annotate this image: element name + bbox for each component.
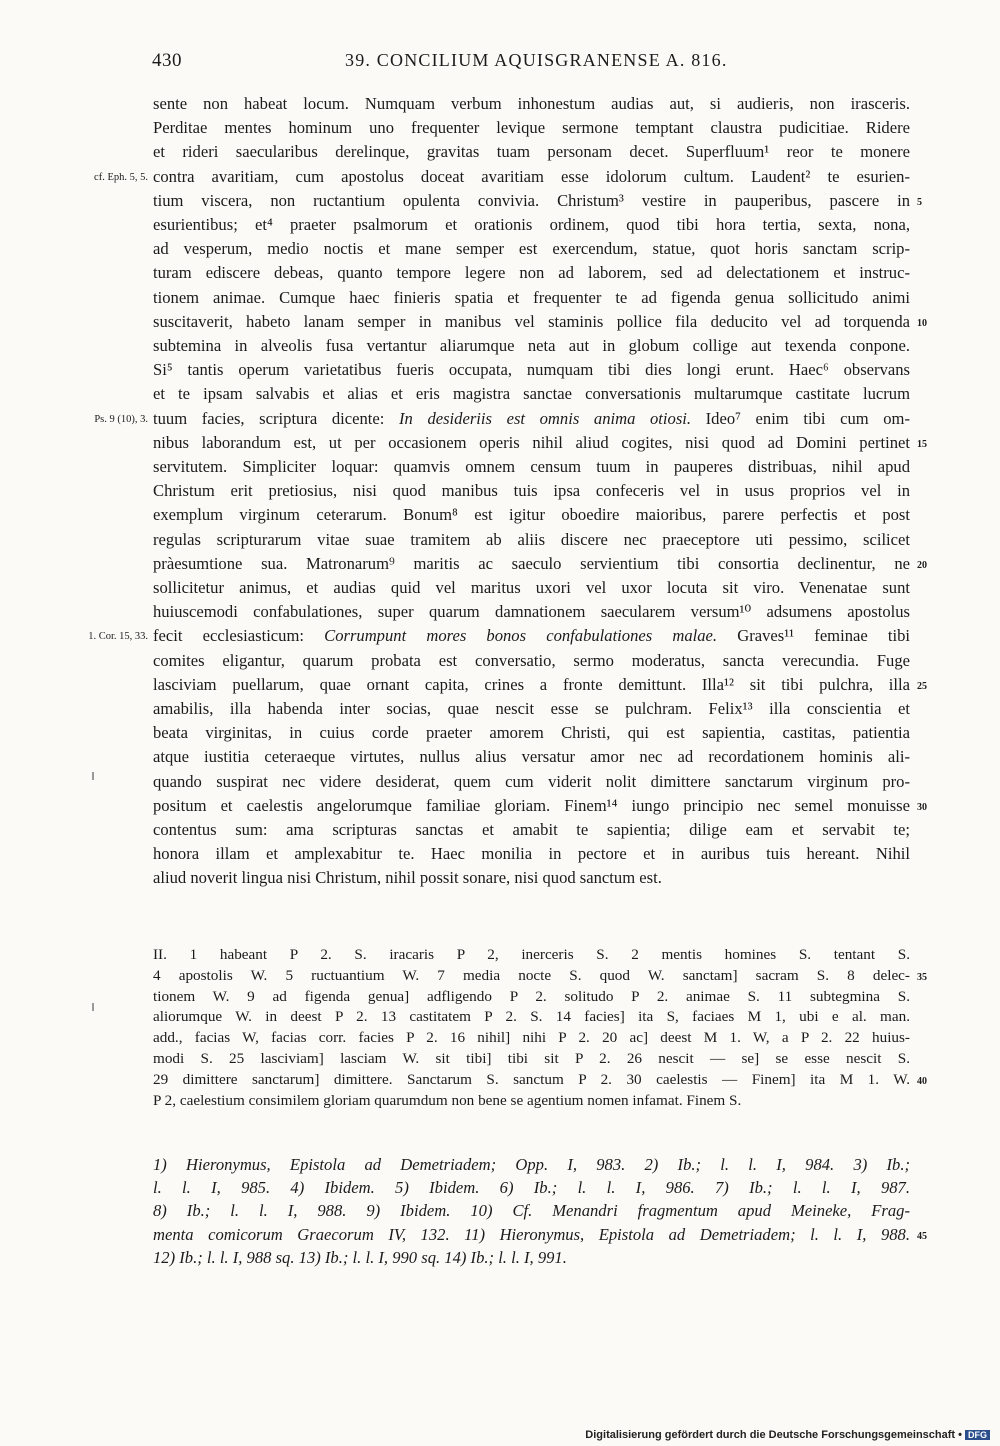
margin-reference: Ps. 9 (10), 3.: [94, 413, 148, 425]
margin-reference: 1. Cor. 15, 33.: [88, 631, 148, 643]
margin-tick: [92, 772, 94, 780]
text-line: esurientibus; et⁴ praeter psalmorum et orationis ordinem, quod tibi hora tertia, sexta, nona,: [153, 215, 910, 234]
running-head: 39. CONCILIUM AQUISGRANENSE A. 816.: [345, 50, 728, 70]
text-line: atque iustitia ceteraeque virtutes, nullus alius versatur amor nec ad recordationem hominis ali-: [153, 747, 910, 767]
text-line: huiuscemodi confabulationes, super quarum damnationem saecularem versum¹⁰ adsumens apostolus: [153, 602, 910, 622]
text-line: tuum facies, scriptura dicente: In desideriis est omnis anima otiosi. Ideo⁷ enim tibi cum om-: [153, 408, 910, 428]
margin-reference: cf. Eph. 5, 5.: [94, 171, 148, 183]
text-line: subtemina in alveolis fusa vertantur aliarumque neta aut in globum collige aut texenda conpone.: [153, 336, 910, 355]
text-line: 12) Ib.; l. l. I, 988 sq. 13) Ib.; l. l. I, 990 sq. 14) Ib.; l. l. I, 991.: [153, 1247, 567, 1267]
text-line: beata virginitas, in cuius corde praeter amorem Christi, qui est sapientia, castitas, patientia: [153, 723, 910, 743]
line-number: 20: [917, 559, 927, 571]
text-line: aliud noverit lingua nisi Christum, nihil possit sonare, nisi quod sanctum est.: [153, 868, 662, 888]
text-line: amabilis, illa habenda inter socias, quae nescit esse se pulchram. Felix¹³ illa conscientia et: [153, 699, 910, 718]
text-line: nibus laborandum est, ut per occasionem operis nihil aliud cogites, nisi quod ad Domini pertinet: [153, 432, 910, 452]
text-line: comites eligantur, quarum probata est conversatio, sermo moderatus, sancta verecundia. Fuge: [153, 650, 910, 670]
line-number: 40: [917, 1075, 927, 1087]
text-line: contra avaritiam, cum apostolus doceat avaritiam esse idolorum cultum. Laudent² te esurien-: [153, 166, 910, 186]
text-line: contentus sum: ama scripturas sanctas et amabit te sapientia; dilige eam et servabit te;: [153, 820, 910, 839]
line-number: 5: [917, 196, 922, 208]
text-line: quando suspirat nec videre desiderat, quem cum viderit nolit dimittere sanctarum virginum pro-: [153, 771, 910, 791]
text-line: fecit ecclesiasticum: Corrumpunt mores bonos confabulationes malae. Graves¹¹ feminae tibi: [153, 626, 910, 646]
text-line: regulas scripturarum vitae suae tramitem ab aliis discere nec praeceptore uti pessimo, scilicet: [153, 529, 910, 549]
text-line: lasciviam puellarum, quae ornant capita, crines a fronte demittunt. Illa¹² sit tibi pulchra, illa: [153, 674, 910, 694]
footer-text: Digitalisierung gefördert durch die Deutsche Forschungsgemeinschaft •: [585, 1429, 962, 1441]
text-line: et rideri saecularibus derelinque, gravitas tuam personam decet. Superfluum¹ reor te monere: [153, 142, 910, 162]
text-line: aliorumque W. in deest P 2. 13 castitatem P 2. S. 14 facies] ita S, faciaes M 1, ubi e al. man.: [153, 1008, 910, 1026]
text-line: tionem animae. Cumque haec finieris spatia et frequenter te ad figenda genua sollicitudo animi: [153, 287, 910, 307]
line-number: 15: [917, 438, 927, 450]
text-line: pràesumtione sua. Matronarum⁹ maritis ac saeculo servientium tibi consortia declinentur, ne: [153, 553, 910, 573]
text-line: l. l. I, 985. 4) Ibidem. 5) Ibidem. 6) Ib.; l. l. I, 986. 7) Ib.; l. l. I, 987.: [153, 1178, 910, 1198]
text-line: sente non habeat locum. Numquam verbum inhonestum audias aut, si audieris, non irasceris.: [153, 94, 910, 113]
margin-tick: [92, 1003, 94, 1011]
text-line: modi S. 25 lasciviam] lasciam W. sit tibi] tibi sit P 2. 26 nescit — se] se esse nescit S.: [153, 1050, 910, 1067]
page-number: 430: [152, 50, 182, 71]
text-line: positum et caelestis angelorumque familiae gloriam. Finem¹⁴ iungo principio nec semel monuisse: [153, 795, 910, 815]
text-line: exemplum virginum ceterarum. Bonum⁸ est igitur oboedire maioribus, parere perfectis et post: [153, 505, 910, 525]
text-line: suscitaverit, habeto lanam semper in manibus vel staminis pollice fila deducito vel ad torquenda: [153, 311, 910, 331]
text-line: 4 apostolis W. 5 ructuantium W. 7 media nocte S. quod W. sanctam] sacram S. 8 delec-: [153, 966, 910, 984]
text-line: honora illam et amplexabitur te. Haec monilia in pectore et in auribus tuis hereant. Nihil: [153, 844, 910, 864]
text-line: menta comicorum Graecorum IV, 132. 11) Hieronymus, Epistola ad Demetriadem; l. l. I, 988.: [153, 1224, 910, 1244]
text-line: Si⁵ tantis operum varietatibus fueris occupata, numquam tibi dies longi erunt. Haec⁶ observans: [153, 360, 910, 380]
text-line: sollicitetur animus, et audias quid vel maritus uxori vel uxor locuta sit viro. Venenatae sunt: [153, 578, 910, 597]
text-line: turam ediscere debeas, quanto tempore legere non ad laborem, sed ad delectationem et instruc-: [153, 263, 910, 283]
text-line: tium viscera, non ructantium opulenta convivia. Christum³ vestire in pauperibus, pascere in: [153, 190, 910, 210]
page-footer: [585, 1429, 990, 1441]
text-line: P 2, caelestium consimilem gloriam quarumdum non bene se agentium nomen infamat. Finem S.: [153, 1091, 742, 1109]
line-number: 25: [917, 680, 927, 692]
text-line: add., facias W, facias corr. facies P 2. 16 nihil] nihi P 2. 20 ac] deest M 1. W, a P 2. 22 huius-: [153, 1029, 910, 1047]
quotation: Corrumpunt mores bonos confabulationes malae.: [324, 626, 718, 646]
text-line: Perditae mentes hominum uno frequenter levique sermone temptant claustra pudicitiae. Ridere: [153, 118, 910, 138]
quotation: In desideriis est omnis anima otiosi.: [399, 408, 692, 428]
line-number: 35: [917, 971, 927, 983]
line-number: 10: [917, 317, 927, 329]
text-line: 1) Hieronymus, Epistola ad Demetriadem; Opp. I, 983. 2) Ib.; l. l. I, 984. 3) Ib.;: [153, 1155, 910, 1174]
line-number: 30: [917, 801, 927, 813]
dfg-logo: DFG: [965, 1430, 990, 1440]
text-line: 8) Ib.; l. l. I, 988. 9) Ibidem. 10) Cf. Menandri fragmentum apud Meineke, Frag-: [153, 1201, 910, 1221]
text-line: ad vesperum, medio noctis et mane semper est exercendum, statue, quot horis sanctam scrip-: [153, 239, 910, 259]
text-line: Christum erit pretiosius, nisi quod manibus tuis ipsa confeceris vel in usus proprios vel in: [153, 481, 910, 501]
line-number: 45: [917, 1230, 927, 1242]
text-line: tionem W. 9 ad figenda genua] adfligendo P 2. solitudo P 2. animae S. 11 subtegmina S.: [153, 987, 910, 1005]
text-line: II. 1 habeant P 2. S. iracaris P 2, inerceris S. 2 mentis homines S. tentant S.: [153, 946, 910, 963]
text-line: et te ipsam salvabis et alias et eris magistra sanctae conversationis multarumque castitate lucrum: [153, 384, 910, 404]
text-line: 29 dimittere sanctarum] dimittere. Sanctarum S. sanctum P 2. 30 caelestis — Finem] ita M 1. W.: [153, 1070, 910, 1088]
text-line: servitutem. Simpliciter loquar: quamvis omnem censum tuum in pauperes distribuas, nihil apud: [153, 457, 910, 476]
